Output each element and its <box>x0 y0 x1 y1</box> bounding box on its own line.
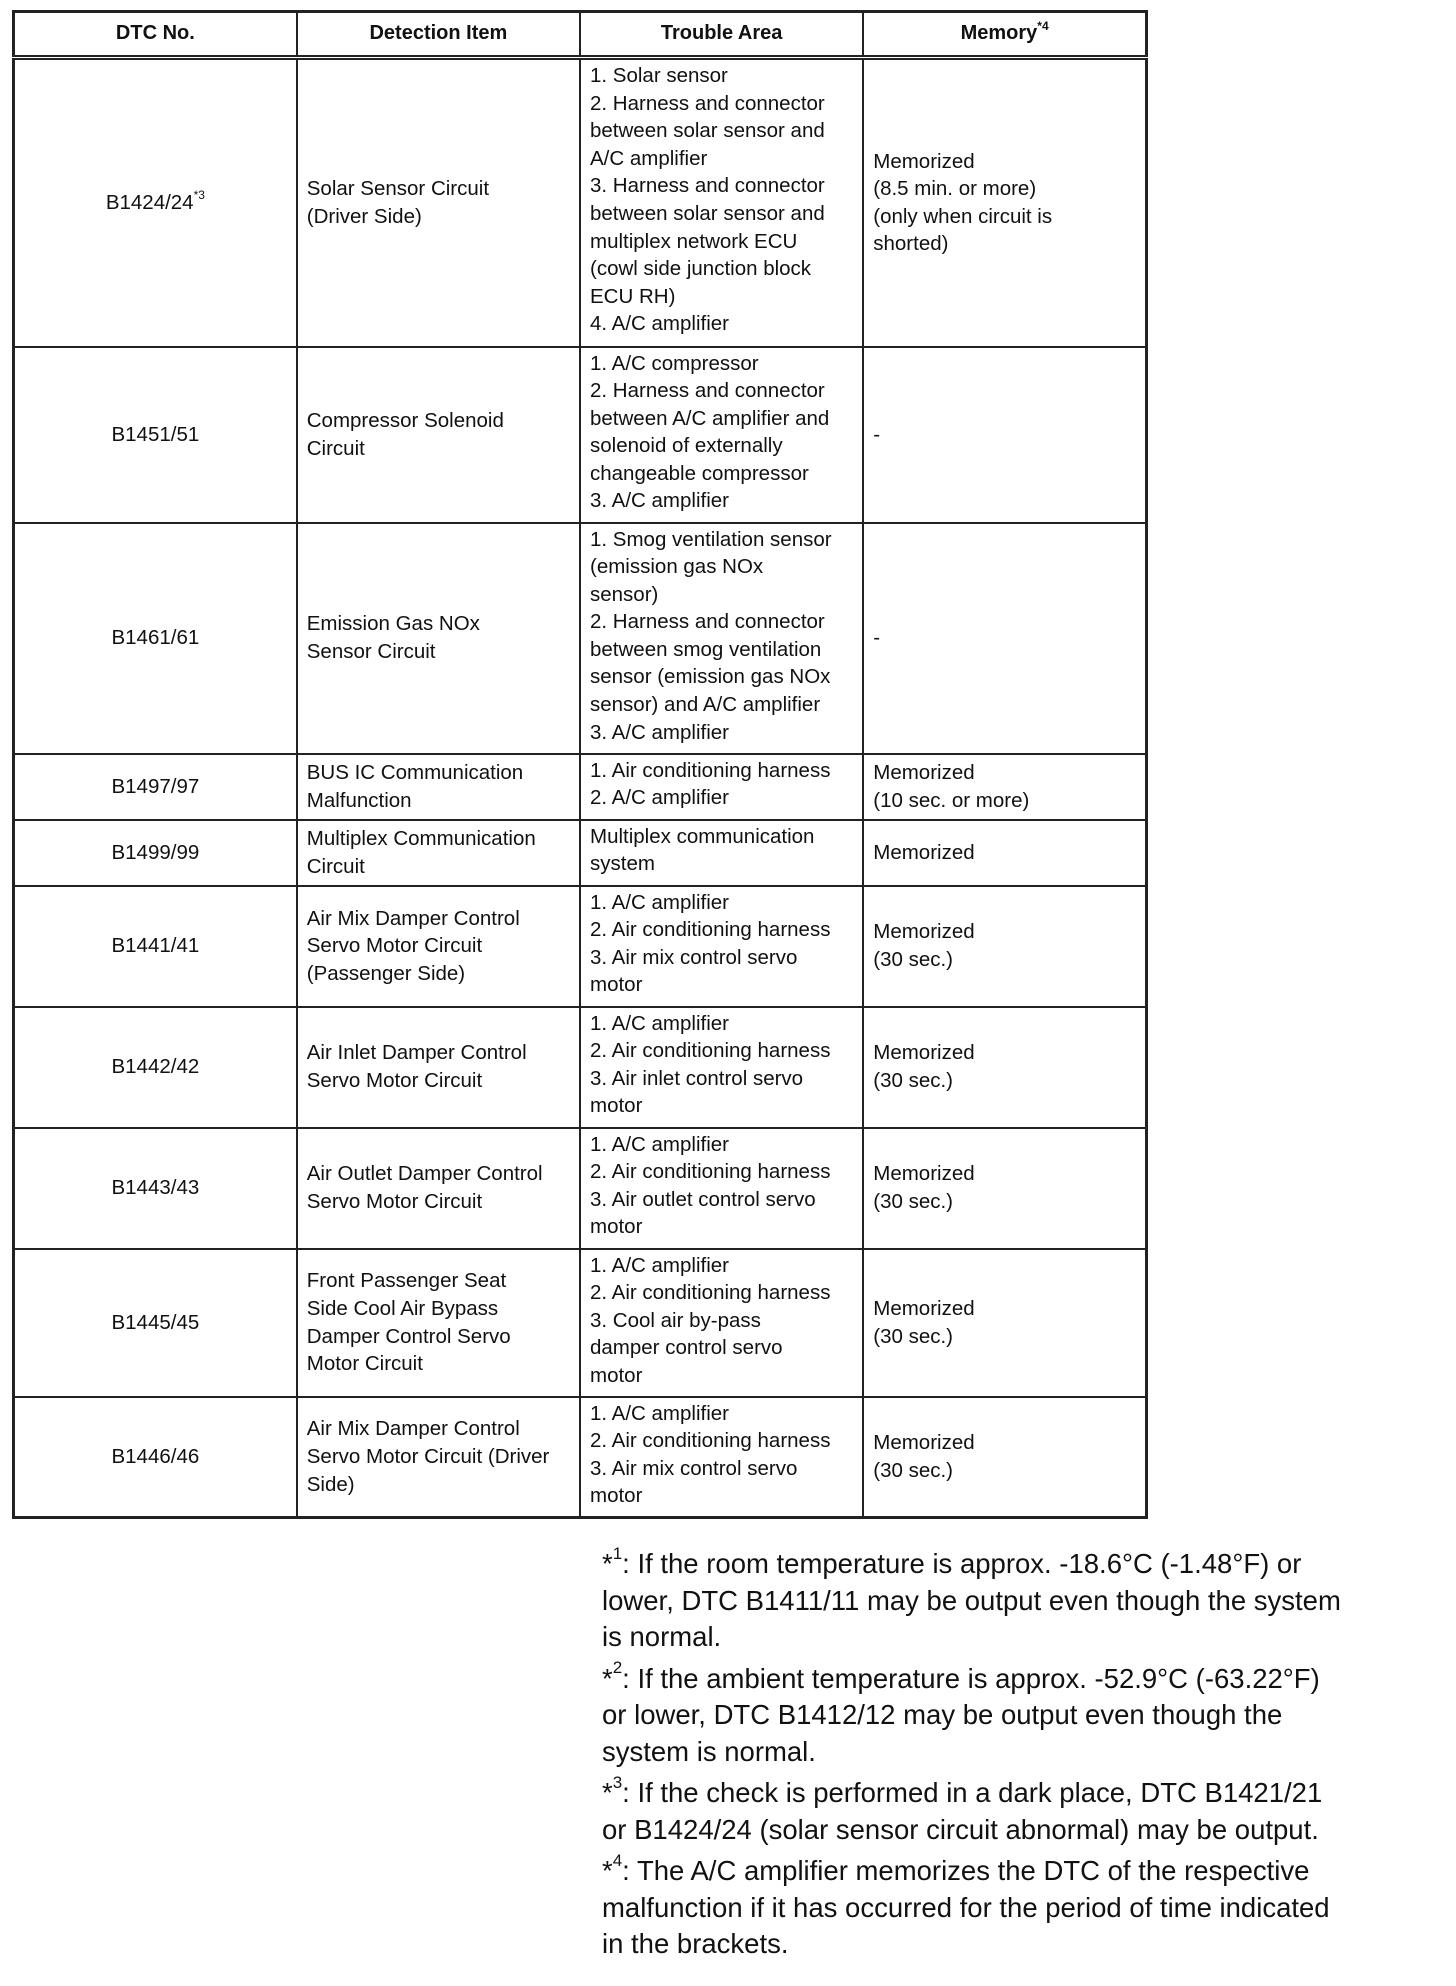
trouble-area-line: 3. Air inlet control servo <box>590 1066 804 1090</box>
detection-item-cell <box>297 1249 580 1397</box>
detection-item-line: Multiplex Communication <box>306 826 536 850</box>
footnote-number: 1 <box>612 1543 623 1563</box>
footnote-line: or lower, DTC B1412/12 may be output even though the <box>602 1699 1283 1730</box>
memory-cell <box>863 820 1146 886</box>
trouble-area-cell <box>580 1249 863 1397</box>
memory-line: Memorized <box>873 149 975 173</box>
trouble-area-line: damper control servo <box>590 1336 783 1360</box>
dtc-code: B1499/99 <box>111 840 200 864</box>
memory-line: shorted) <box>873 232 949 256</box>
memory-cell <box>863 523 1146 754</box>
dtc-cell <box>14 1397 297 1518</box>
trouble-area-line: 3. Air mix control servo <box>590 1456 798 1480</box>
trouble-area-line: 2. Air conditioning harness <box>590 1429 831 1453</box>
memory-cell <box>863 1007 1146 1128</box>
detection-item-cell <box>297 886 580 1007</box>
detection-item-cell <box>297 1128 580 1249</box>
trouble-area-line: (emission gas NOx <box>590 555 764 579</box>
footnote-line: or B1424/24 (solar sensor circuit abnormal) may be output. <box>602 1813 1319 1845</box>
trouble-area-line: between A/C amplifier and <box>590 406 830 430</box>
header-dtc-no: DTC No. <box>14 12 297 58</box>
trouble-area-line: 1. A/C compressor <box>590 351 759 375</box>
detection-item-line: Circuit <box>306 436 365 460</box>
trouble-area-cell <box>580 347 863 523</box>
memory-line: (10 sec. or more) <box>873 788 1030 812</box>
memory-line: (30 sec.) <box>873 1069 953 1092</box>
detection-item-line: Circuit <box>306 854 365 878</box>
table-row <box>14 1128 1147 1249</box>
detection-item-line: (Driver Side) <box>306 204 422 228</box>
trouble-area-line: 3. Air mix control servo <box>590 945 798 969</box>
footnote-text: : If the room temperature is approx. -18.6°C (-1.48°F) or <box>622 1548 1302 1579</box>
trouble-area-line: 2. Air conditioning harness <box>590 1160 831 1184</box>
footnote-first-line <box>602 1772 1422 1812</box>
memory-cell <box>863 886 1146 1007</box>
detection-item-cell <box>297 523 580 754</box>
trouble-area-line: ECU RH) <box>590 284 676 308</box>
dtc-cell <box>14 820 297 886</box>
detection-item-line: Solar Sensor Circuit <box>306 177 490 201</box>
table-body <box>14 58 1147 1518</box>
header-trouble-area: Trouble Area <box>580 12 863 58</box>
trouble-area-cell <box>580 58 863 347</box>
table-row <box>14 820 1147 886</box>
trouble-area-cell <box>580 1397 863 1518</box>
footnote <box>602 1543 1422 1656</box>
trouble-area-line: solenoid of externally <box>590 434 783 458</box>
footnote-line: system is normal. <box>602 1735 816 1767</box>
footnote-number: 3 <box>612 1772 623 1792</box>
footnote-line: is normal. <box>602 1621 722 1652</box>
footnote-text: : The A/C amplifier memorizes the DTC of the respective <box>622 1855 1310 1886</box>
dtc-code: B1497/97 <box>111 774 200 798</box>
trouble-area-line: motor <box>590 1484 643 1508</box>
detection-item-line: Servo Motor Circuit (Driver <box>306 1444 550 1468</box>
detection-item-line: Sensor Circuit <box>306 640 436 663</box>
detection-item-line: Air Mix Damper Control <box>306 1417 520 1441</box>
footnote-first-line <box>602 1543 1422 1583</box>
memory-cell <box>863 1249 1146 1397</box>
trouble-area-line: 4. A/C amplifier <box>590 312 729 336</box>
footnote <box>602 1772 1422 1848</box>
footnote-asterisk: * <box>602 1855 613 1886</box>
trouble-area-line: Multiplex communication <box>590 824 815 848</box>
memory-line: (8.5 min. or more) <box>873 177 1037 201</box>
trouble-area-line: 2. Air conditioning harness <box>590 1039 831 1063</box>
trouble-area-line: between smog ventilation <box>590 637 822 661</box>
trouble-area-line: A/C amplifier <box>590 146 708 170</box>
header-detection-item: Detection Item <box>297 12 580 58</box>
trouble-area-line: sensor (emission gas NOx <box>590 665 831 689</box>
trouble-area-line: (cowl side junction block <box>590 257 812 281</box>
detection-item-cell <box>297 58 580 347</box>
memory-cell <box>863 1128 1146 1249</box>
trouble-area-line: 2. A/C amplifier <box>590 786 729 810</box>
trouble-area-cell <box>580 754 863 820</box>
trouble-area-line: 1. A/C amplifier <box>590 1401 729 1425</box>
table-row <box>14 886 1147 1007</box>
footnote-line: lower, DTC B1411/11 may be output even though the system <box>602 1584 1341 1616</box>
trouble-area-line: 2. Harness and connector <box>590 379 825 403</box>
detection-item-line: Side Cool Air Bypass <box>306 1296 499 1320</box>
footnote-number: 2 <box>612 1658 623 1678</box>
table-row <box>14 1249 1147 1397</box>
detection-item-line: Front Passenger Seat <box>306 1269 507 1293</box>
memory-line: (30 sec.) <box>873 1190 953 1213</box>
detection-item-line: Damper Control Servo <box>306 1324 511 1348</box>
footnote-text: : If the check is performed in a dark place, DTC B1421/21 <box>622 1777 1323 1808</box>
trouble-area-cell <box>580 886 863 1007</box>
dtc-code: B1441/41 <box>111 934 200 958</box>
dtc-cell <box>14 1249 297 1397</box>
detection-item-cell <box>297 1397 580 1518</box>
footnote-text: : If the ambient temperature is approx. -52.9°C (-63.22°F) <box>622 1662 1320 1694</box>
trouble-area-line: 3. A/C amplifier <box>590 489 729 513</box>
memory-line: Memorized <box>873 760 975 784</box>
footnote <box>602 1658 1422 1771</box>
detection-item-cell <box>297 820 580 886</box>
table-row <box>14 347 1147 523</box>
memory-line: Memorized <box>873 1431 975 1455</box>
dtc-cell <box>14 58 297 347</box>
dtc-code: B1442/42 <box>111 1055 200 1079</box>
dtc-code: B1451/51 <box>111 422 200 446</box>
memory-line: - <box>873 422 881 446</box>
trouble-area-line: 1. A/C amplifier <box>590 890 729 914</box>
memory-line: Memorized <box>873 1041 975 1065</box>
footnote <box>602 1850 1422 1963</box>
table-row <box>14 58 1147 347</box>
trouble-area-line: sensor) and A/C amplifier <box>590 693 821 717</box>
trouble-area-cell <box>580 1007 863 1128</box>
table-row <box>14 754 1147 820</box>
trouble-area-line: changeable compressor <box>590 461 809 485</box>
memory-line: Memorized <box>873 1162 975 1186</box>
trouble-area-line: 1. Smog ventilation sensor <box>590 527 832 551</box>
footnotes <box>602 1543 1422 1968</box>
memory-cell <box>863 347 1146 523</box>
detection-item-line: Air Outlet Damper Control <box>306 1162 543 1186</box>
detection-item-line: Motor Circuit <box>306 1352 423 1376</box>
memory-line: Memorized <box>873 1296 975 1320</box>
dtc-code: B1445/45 <box>111 1310 200 1334</box>
trouble-area-line: 2. Harness and connector <box>590 610 825 634</box>
dtc-code: B1461/61 <box>111 626 200 650</box>
detection-item-line: Air Mix Damper Control <box>306 906 520 930</box>
footnote-line: malfunction if it has occurred for the period of time indicated <box>602 1891 1330 1923</box>
memory-line: (30 sec.) <box>873 1324 953 1348</box>
trouble-area-line: 1. Air conditioning harness <box>590 758 831 782</box>
trouble-area-line: 3. A/C amplifier <box>590 720 729 744</box>
dtc-cell <box>14 754 297 820</box>
trouble-area-line: between solar sensor and <box>590 119 825 143</box>
trouble-area-line: system <box>590 852 655 876</box>
trouble-area-line: 1. Solar sensor <box>590 64 728 87</box>
memory-cell <box>863 58 1146 347</box>
detection-item-line: Emission Gas NOx <box>306 612 480 636</box>
trouble-area-line: 2. Air conditioning harness <box>590 918 831 942</box>
footnote-asterisk: * <box>602 1777 613 1808</box>
footnote-asterisk: * <box>602 1662 613 1694</box>
header-memory: Memory$^{*4}$ <box>863 12 1146 58</box>
memory-line: (only when circuit is <box>873 204 1053 228</box>
detection-item-line: (Passenger Side) <box>306 961 466 985</box>
dtc-footnote-mark: *3 <box>193 188 205 203</box>
dtc-cell <box>14 886 297 1007</box>
memory-line: (30 sec.) <box>873 948 953 971</box>
trouble-area-line: multiplex network ECU <box>590 229 798 253</box>
trouble-area-line: motor <box>590 973 643 997</box>
trouble-area-line: 3. Air outlet control servo <box>590 1187 816 1211</box>
detection-item-line: Compressor Solenoid <box>306 408 504 432</box>
trouble-area-line: motor <box>590 1363 643 1387</box>
trouble-area-line: 2. Harness and connector <box>590 91 825 115</box>
footnote-first-line <box>602 1658 1422 1698</box>
footnote-number: 4 <box>612 1850 623 1870</box>
detection-item-line: BUS IC Communication <box>306 760 524 784</box>
detection-item-line: Air Inlet Damper Control <box>306 1041 527 1065</box>
dtc-cell <box>14 1007 297 1128</box>
trouble-area-line: motor <box>590 1094 643 1118</box>
dtc-code: B1446/46 <box>111 1444 200 1468</box>
footnote-first-line <box>602 1850 1422 1890</box>
dtc-cell <box>14 523 297 754</box>
footnote-line: in the brackets. <box>602 1928 789 1959</box>
table-row <box>14 1007 1147 1128</box>
dtc-cell <box>14 1128 297 1249</box>
detection-item-line: Servo Motor Circuit <box>306 934 483 958</box>
dtc-code: B1424/24 <box>105 190 194 214</box>
memory-line: Memorized <box>873 840 975 864</box>
detection-item-line: Servo Motor Circuit <box>306 1190 483 1213</box>
detection-item-line: Malfunction <box>306 788 412 812</box>
table-row <box>14 523 1147 754</box>
footnote-asterisk: * <box>602 1548 613 1579</box>
trouble-area-line: 1. A/C amplifier <box>590 1132 729 1156</box>
dtc-table <box>12 10 1148 1519</box>
dtc-cell <box>14 347 297 523</box>
trouble-area-cell <box>580 820 863 886</box>
trouble-area-line: 2. Air conditioning harness <box>590 1281 831 1305</box>
memory-cell <box>863 754 1146 820</box>
trouble-area-line: 3. Harness and connector <box>590 174 825 198</box>
memory-line: - <box>873 626 881 650</box>
trouble-area-line: sensor) <box>590 582 659 606</box>
trouble-area-line: 1. A/C amplifier <box>590 1253 729 1277</box>
trouble-area-line: 3. Cool air by-pass <box>590 1308 761 1332</box>
table-header-row <box>14 12 1147 58</box>
trouble-area-cell <box>580 523 863 754</box>
detection-item-line: Side) <box>306 1472 355 1496</box>
memory-line: (30 sec.) <box>873 1458 953 1482</box>
trouble-area-cell <box>580 1128 863 1249</box>
detection-item-cell <box>297 347 580 523</box>
trouble-area-line: motor <box>590 1215 643 1239</box>
trouble-area-line: 1. A/C amplifier <box>590 1011 729 1035</box>
header-memory-footnote-mark: *4 <box>1037 18 1049 33</box>
detection-item-line: Servo Motor Circuit <box>306 1069 483 1092</box>
detection-item-cell <box>297 1007 580 1128</box>
memory-cell <box>863 1397 1146 1518</box>
trouble-area-line: between solar sensor and <box>590 201 825 225</box>
detection-item-cell <box>297 754 580 820</box>
table-row <box>14 1397 1147 1518</box>
memory-line: Memorized <box>873 920 975 944</box>
dtc-code: B1443/43 <box>111 1176 200 1200</box>
